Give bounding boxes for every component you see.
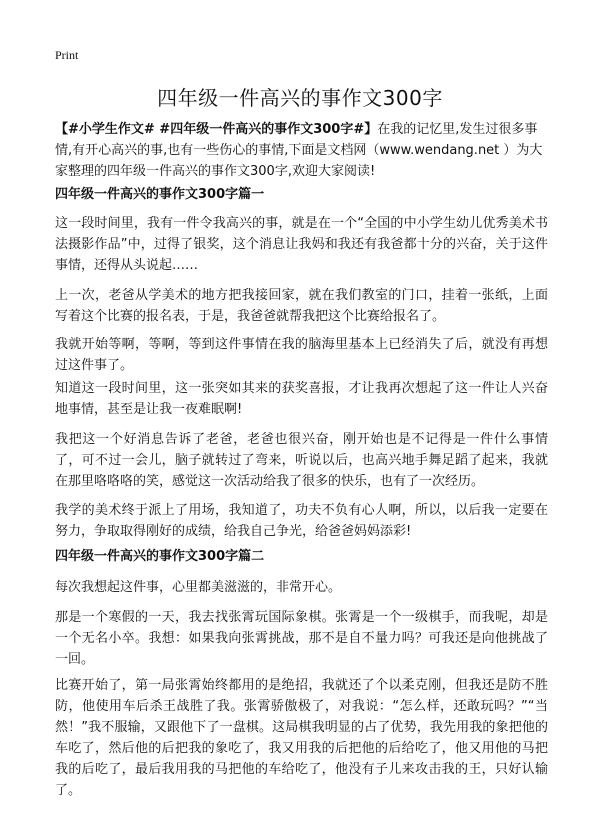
section1-paragraph: 这一段时间里，我有一件令我高兴的事，就是在一个“全国的中小学生幼儿优秀美术书法摄影作品”中，过得了银奖，这个消息让我妈和我还有我爸都十分的兴奋，关于这件事情，还得从头说起…… (55, 216, 548, 273)
section2-paragraph: 比赛开始了，第一局张霄始终都用的是绝招，我就还了个以柔克刚，但我还是防不胜防，他使用车后杀王战胜了我。张霄骄傲极了，对我说：“怎么样，还敢玩吗？”“当然！”我不服输，又跟他下了一盘棋。这局棋我明显的占了优势，我先用我的象把他的车吃了，然后他的后把我的象吃了，我又用我的后把他的后给吃了，他又用他的马把我的后吃了，最后我用我的马把他的车给吃了，他没有子儿来攻击我的王，只好认输了。 (55, 678, 548, 798)
section1-paragraph: 我学的美术终于派上了用场，我知道了，功夫不负有心人啊，所以，以后我一定要在努力，争取取得刚好的成绩，给我自己争光，给爸爸妈妈添彩! (55, 503, 548, 539)
section2-paragraph: 每次我想起这件事，心里都美滋滋的，非常开心。 (55, 580, 342, 595)
section1-paragraph: 我就开始等啊，等啊，等到这件事情在我的脑海里基本上已经消失了后，就没有再想过这件事了。 (55, 337, 548, 373)
print-link[interactable]: Print (55, 48, 79, 62)
intro-text: 在我的记忆里,发生过很多事情,有开心高兴的事,也有一些伤心的事情,下面是文档网（www.wendang.net ）为大家整理的四年级一件高兴的事作文300字,欢迎大家阅读! (55, 122, 543, 179)
section1-paragraph: 知道这一段时间里，这一张突如其来的获奖喜报，才让我再次想起了这一件让人兴奋地事情，甚至是让我一夜难眠啊! (55, 381, 548, 417)
intro-tag: 【#小学生作文# #四年级一件高兴的事作文300字#】 (55, 122, 378, 137)
page-title: 四年级一件高兴的事作文300字 (157, 86, 443, 110)
intro-paragraph (55, 119, 548, 182)
section2-paragraph: 那是一个寒假的一天，我去找张霄玩国际象棋。张霄是一个一级棋手，而我呢，却是一个无名小卒。我想：如果我向张霄挑战，那不是自不量力吗？可我还是向他挑战了一回。 (55, 610, 548, 667)
section-heading-1: 四年级一件高兴的事作文300字篇一 (55, 187, 265, 202)
section-heading-2: 四年级一件高兴的事作文300字篇二 (55, 549, 265, 564)
section1-paragraph: 上一次，老爸从学美术的地方把我接回家，就在我们教室的门口，挂着一张纸，上面写着这个比赛的报名表，于是，我爸爸就帮我把这个比赛给报名了。 (55, 288, 548, 324)
section1-paragraph: 我把这一个好消息告诉了老爸，老爸也很兴奋，刚开始也是不记得是一件什么事情了，可不过一会儿，脑子就转过了弯来，听说以后，也高兴地手舞足蹈了起来，我就在那里咯咯咯的笑，感觉这一次活动给我了很多的快乐，也有了一次经历。 (55, 432, 548, 489)
